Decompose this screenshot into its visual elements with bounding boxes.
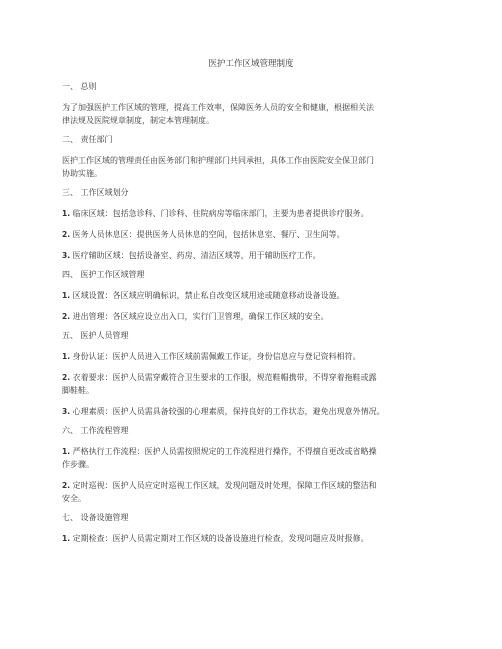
section-heading: 二、 责任部门 [62,135,113,144]
text-line: 安全。 [62,494,86,503]
list-item [62,405,442,418]
list-item [62,532,442,545]
list-number: 1. [62,534,71,543]
section-heading: 六、 工作流程管理 [62,426,129,435]
paragraph [62,154,442,180]
text-line: 区域设置：各区域应明确标识，禁止私自改变区域用途或随意移动设备设施。 [70,291,345,300]
list-item [62,445,442,471]
list-number: 1. [62,447,71,456]
list-item [62,310,442,323]
text-line: 临床区域：包括急诊科、门诊科、住院病房等临床部门，主要为患者提供诊疗服务。 [70,209,369,218]
list-item [62,289,442,302]
list-item [62,207,442,220]
text-line: 律法规及医院规章制度，制定本管理制度。 [62,116,214,125]
text-line: 心理素质：医护人员需具备较强的心理素质，保持良好的工作状态，避免出现意外情况。 [70,407,385,416]
document-body [62,81,442,545]
text-line: 脚鞋鞋。 [62,386,94,395]
list-number: 2. [62,312,71,321]
list-number: 3. [62,407,71,416]
list-number: 1. [62,352,71,361]
list-item [62,228,442,241]
text-line: 医护工作区域的管理责任由医务部门和护理部门共同承担，具体工作由医院安全保卫部门 [62,156,374,165]
text-line: 为了加强医护工作区域的管理，提高工作效率，保障医务人员的安全和健康，根据相关法 [62,103,374,112]
text-line: 严格执行工作流程：医护人员需按照规定的工作流程进行操作，不得擅自更改或省略操 [70,447,377,456]
text-line: 协助实施。 [62,169,102,178]
text-line: 身份认证：医护人员进入工作区域前需佩戴工作证，身份信息应与登记资料相符。 [70,352,361,361]
text-line: 定期检查：医护人员需定期对工作区域的设备设施进行检查，发现问题应及时报修。 [70,534,369,543]
list-number: 2. [62,481,71,490]
text-line: 医疗辅助区域：包括设备室、药房、清洁区域等，用于辅助医疗工作。 [70,251,321,260]
list-item [62,479,442,505]
text-line: 衣着要求：医护人员需穿戴符合卫生要求的工作服，规范鞋帽携带，不得穿着拖鞋或露 [70,373,377,382]
list-item [62,371,442,397]
list-number: 1. [62,291,71,300]
text-line: 医务人员休息区：提供医务人员休息的空间，包括休息室、餐厅、卫生间等。 [70,230,345,239]
list-item [62,350,442,363]
list-item [62,249,442,262]
section-heading: 一、 总则 [62,82,97,91]
list-number: 3. [62,251,71,260]
section-heading: 七、 设备设施管理 [62,513,129,522]
section-heading: 五、 医护人员管理 [62,331,129,340]
text-line: 定时巡视：医护人员应定时巡视工作区域，发现问题及时处理，保障工作区域的整洁和 [70,481,377,490]
paragraph [62,101,442,127]
document-title: 医护工作区域管理制度 [208,59,294,69]
text-line: 作步骤。 [62,460,94,469]
text-line: 进出管理：各区域应设立出入口，实行门卫管理，确保工作区域的安全。 [70,312,329,321]
section-heading: 三、 工作区域划分 [62,188,129,197]
section-heading: 四、 医护工作区域管理 [62,270,145,279]
list-number: 1. [62,209,71,218]
list-number: 2. [62,230,71,239]
list-number: 2. [62,373,71,382]
